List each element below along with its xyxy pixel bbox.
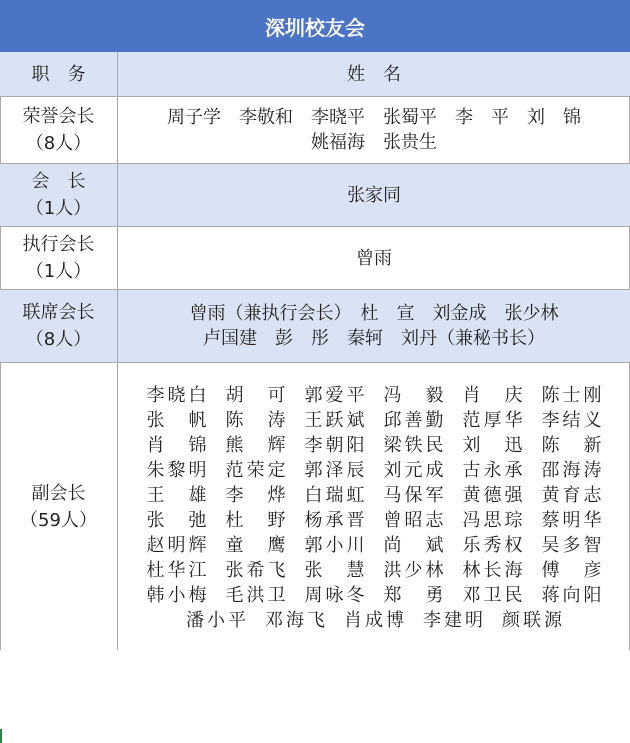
president-role: 会 长 xyxy=(31,171,86,192)
header-role: 职 务 xyxy=(0,52,118,96)
vice-name: 郑勇 xyxy=(383,585,444,606)
vice-name: 蔡明华 xyxy=(541,510,602,531)
joint-names-line1: 曾雨（兼执行会长） 杜 宣 刘金成 张少林 xyxy=(189,303,559,324)
table-title: 深圳校友会 xyxy=(0,0,630,52)
executive-names: 曾雨 xyxy=(356,247,392,269)
vice-name: 郭爱平 xyxy=(304,385,365,406)
vice-name: 白瑞虹 xyxy=(304,485,365,506)
vice-name: 邓卫民 xyxy=(462,585,523,606)
header-row xyxy=(0,52,630,97)
joint-role: 联席会长 xyxy=(22,302,95,323)
vice-name: 韩小梅 xyxy=(146,585,207,606)
vice-count: （59人） xyxy=(20,509,97,531)
vice-name: 陈新 xyxy=(541,435,602,456)
row-executive xyxy=(0,227,630,290)
vice-name: 古永承 xyxy=(462,460,523,481)
vice-name: 熊辉 xyxy=(225,435,286,456)
executive-role: 执行会长 xyxy=(22,234,95,255)
vice-name: 尚斌 xyxy=(383,535,444,556)
vice-name: 陈涛 xyxy=(225,410,286,431)
row-joint xyxy=(0,290,630,363)
vice-name: 赵明辉 xyxy=(146,535,207,556)
vice-name: 黄德强 xyxy=(462,485,523,506)
vice-name: 黄育志 xyxy=(541,485,602,506)
vice-name: 冯毅 xyxy=(383,385,444,406)
vice-name: 邓海飞 xyxy=(265,610,325,631)
vice-name: 郭小川 xyxy=(304,535,365,556)
vice-name: 周咏冬 xyxy=(304,585,365,606)
vice-name: 张帆 xyxy=(146,410,207,431)
vice-name: 毛洪卫 xyxy=(225,585,286,606)
vice-name: 洪少林 xyxy=(383,560,444,581)
vice-name: 颜联源 xyxy=(502,610,562,631)
joint-count: （8人） xyxy=(25,329,92,350)
president-names: 张家同 xyxy=(347,184,401,206)
vice-name: 范荣定 xyxy=(225,460,286,481)
vice-name: 杨承晋 xyxy=(304,510,365,531)
vice-name: 刘元成 xyxy=(383,460,444,481)
vice-name: 张慧 xyxy=(304,560,365,581)
vice-name: 曾昭志 xyxy=(383,510,444,531)
vice-name: 刘迅 xyxy=(462,435,523,456)
vice-name: 邱善勤 xyxy=(383,410,444,431)
honorary-names-line1: 周子学 李敬和 李晓平 张蜀平 李 平 刘 锦 xyxy=(167,107,581,128)
vice-name: 吴多智 xyxy=(541,535,602,556)
vice-names-last-line xyxy=(186,608,562,633)
vice-name: 潘小平 xyxy=(186,610,246,631)
vice-name: 林长海 xyxy=(462,560,523,581)
header-name: 姓 名 xyxy=(347,63,401,85)
vice-name: 蒋向阳 xyxy=(541,585,602,606)
vice-name: 李建明 xyxy=(423,610,483,631)
vice-name: 李结义 xyxy=(541,410,602,431)
vice-name: 王跃斌 xyxy=(304,410,365,431)
vice-name: 冯思琮 xyxy=(462,510,523,531)
vice-name: 李朝阳 xyxy=(304,435,365,456)
vice-name: 张希飞 xyxy=(225,560,286,581)
vice-name: 陈士刚 xyxy=(541,385,602,406)
cell-selection-marker xyxy=(0,729,2,743)
row-honorary xyxy=(0,97,630,164)
vice-name: 肖庆 xyxy=(462,385,523,406)
vice-name: 梁铁民 xyxy=(383,435,444,456)
vice-name: 乐秀权 xyxy=(462,535,523,556)
vice-name: 肖锦 xyxy=(146,435,207,456)
vice-role: 副会长 xyxy=(31,482,86,504)
vice-name: 范厚华 xyxy=(462,410,523,431)
joint-names-line2: 卢国建 彭 彤 秦轲 刘丹（兼秘书长） xyxy=(203,328,545,349)
row-president xyxy=(0,164,630,227)
honorary-count: （8人） xyxy=(25,133,92,154)
honorary-role: 荣誉会长 xyxy=(22,106,95,127)
executive-count: （1人） xyxy=(25,261,92,282)
vice-name: 张弛 xyxy=(146,510,207,531)
row-vice xyxy=(0,363,630,650)
vice-name: 杜华江 xyxy=(146,560,207,581)
vice-name: 童鹰 xyxy=(225,535,286,556)
vice-name: 马保军 xyxy=(383,485,444,506)
vice-name: 郭泽辰 xyxy=(304,460,365,481)
honorary-names-line2: 姚福海 张贵生 xyxy=(311,132,437,153)
vice-name: 肖成博 xyxy=(344,610,404,631)
vice-name: 邵海涛 xyxy=(541,460,602,481)
president-count: （1人） xyxy=(25,198,92,219)
vice-name: 王雄 xyxy=(146,485,207,506)
vice-name: 傅彦 xyxy=(541,560,602,581)
vice-name: 李烨 xyxy=(225,485,286,506)
vice-names-grid xyxy=(147,383,602,608)
vice-name: 李晓白 xyxy=(146,385,207,406)
vice-name: 胡可 xyxy=(225,385,286,406)
vice-name: 杜野 xyxy=(225,510,286,531)
vice-name: 朱黎明 xyxy=(146,460,207,481)
